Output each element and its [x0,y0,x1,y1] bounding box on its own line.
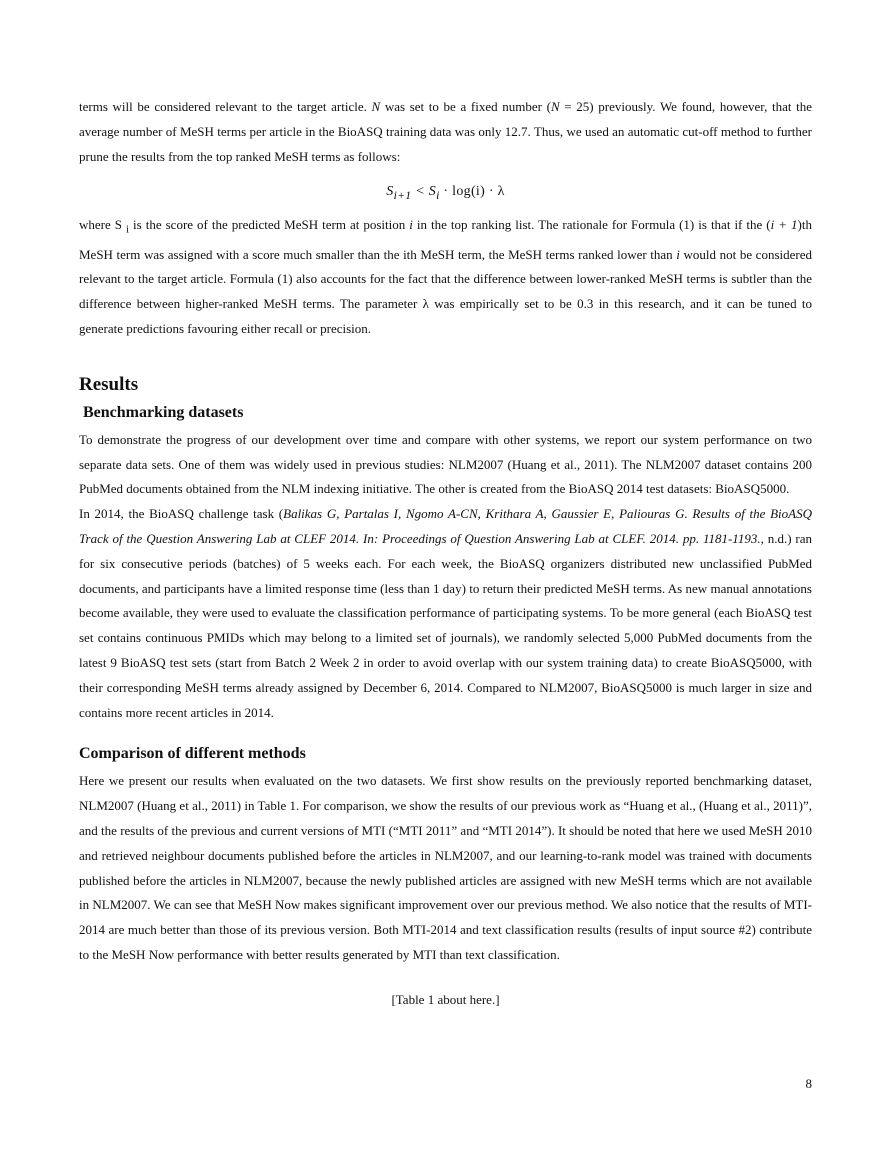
intro-paragraph: terms will be considered relevant to the target article. N was set to be a fixed number (N = 25) previously. We found, however, that the average number of MeSH terms per article in the BioASQ training data was only 12.7. Thus, we used an automatic cut-off method to further prune the results from the top ranked MeSH terms as follows: [79,99,812,164]
formula-explanation-paragraph: where S $_i$ is the score of the predicted MeSH term at position i in the top ranking list. The rationale for Formula (1) is that if the (i + 1)th MeSH term was assigned with a score much smaller than the ith MeSH term, the MeSH terms ranked lower than i would not be considered relevant to the target article. Formula (1) also accounts for the fact that the difference between lower-ranked MeSH terms is subtler than the difference between higher-ranked MeSH terms. The parameter λ was empirically set to be 0.3 in this research, and it can be tuned to generate predictions favouring either recall or precision. [79,217,812,336]
comparison-methods-heading: Comparison of different methods [79,745,306,763]
paper-page [79,95,812,1008]
benchmarking-datasets-heading: Benchmarking datasets [83,403,244,421]
cutoff-formula: $S_{i+1} < S_i \cdot \log(i) \cdot \lambda$ [386,184,505,203]
citation: Balikas G, Partalas I, Ngomo A-CN, Krithara A, Gaussier E, Paliouras G. Results of the BioASQ Track of the Question Answering Lab at CLEF 2014. In: Proceedings of Question Answering Lab at CLEF. 2014. pp. 1181-1193. [79,506,812,546]
results-heading: Results [79,373,139,395]
benchmarking-paragraph-2: In 2014, the BioASQ challenge task (Balikas G, Partalas I, Ngomo A-CN, Krithara A, Gaussier E, Paliouras G. Results of the BioASQ Track of the Question Answering Lab at CLEF 2014. In: Proceedings of Question Answering Lab at CLEF. 2014. pp. 1181-1193., n.d.) ran for six consecutive periods (batches) of 5 weeks each. For each week, the BioASQ organizers distributed new unclassified PubMed documents, and participants have a limited response time (less than 1 day) to return their predicted MeSH terms. As new manual annotations become available, they were used to evaluate the classification performance of participating systems. To be more general (each BioASQ test set contains continuous PMIDs which may belong to a limited set of journals), we randomly selected 5,000 PubMed documents from the latest 9 BioASQ test sets (start from Batch 2 Week 2 in order to avoid overlap with our system training data) to create BioASQ5000, with their corresponding MeSH terms already assigned by December 6, 2014. Compared to NLM2007, BioASQ5000 is much larger in size and contains more recent articles in 2014. [79,506,812,720]
benchmarking-paragraph-1: To demonstrate the progress of our development over time and compare with other systems, we report our system performance on two separate data sets. One of them was widely used in previous studies: NLM2007 (Huang et al., 2011). The NLM2007 dataset contains 200 PubMed documents obtained from the NLM indexing initiative. The other is created from the BioASQ 2014 test datasets: BioASQ5000. [79,431,812,497]
table-placeholder: [Table 1 about here.] [391,991,500,1007]
comparison-paragraph: Here we present our results when evaluated on the two datasets. We first show results on the previously reported benchmarking dataset, NLM2007 (Huang et al., 2011) in Table 1. For comparison, we show the results of our previous work as “Huang et al., (Huang et al., 2011)”, and the results of the previous and current versions of MTI (“MTI 2011” and “MTI 2014”). It should be noted that here we used MeSH 2010 and retrieved neighbour documents published before the articles in NLM2007, and our learning-to-rank model was trained with documents published before the articles in NLM2007, because the newly published articles are assigned with new MeSH terms which are not available in NLM2007. We can see that MeSH Now makes significant improvement over our previous method. We also notice that the results of MTI-2014 are much better than those of its previous version. Both MTI-2014 and text classification results (results of input source #2) contribute to the MeSH Now performance with better results generated by MTI than text classification. [79,773,812,962]
page-number: 8 [805,1076,812,1091]
